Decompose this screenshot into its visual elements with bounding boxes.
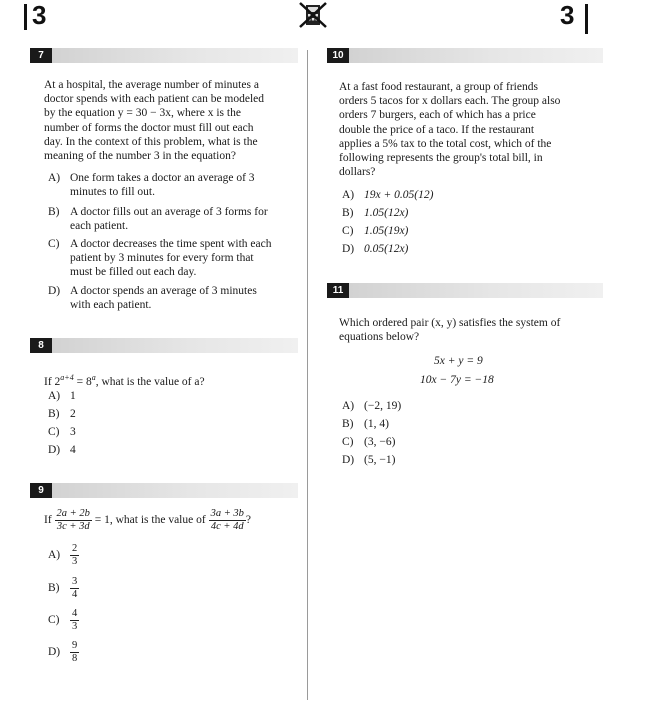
q11-choice-c[interactable]: [342, 435, 395, 449]
choice-letter: B): [48, 408, 60, 420]
q7-choice-a[interactable]: [48, 171, 255, 199]
fraction-denominator: 4c + 4d: [210, 521, 244, 532]
question-11-bar: [327, 283, 603, 298]
stem-line: following represents the group's total bill, in: [339, 152, 543, 165]
section-number-right: 3: [560, 0, 575, 30]
q11-choice-d[interactable]: [342, 453, 395, 467]
choice-fraction: [70, 640, 79, 665]
q9-choice-c[interactable]: [48, 608, 79, 633]
stem-line: applies a 5% tax to the total cost, which of the: [339, 137, 552, 150]
choice-text: A doctor spends an average of 3 minutes: [70, 285, 257, 297]
q9-choice-b[interactable]: [48, 576, 79, 601]
choice-text: 1.05(12x): [364, 207, 409, 219]
choice-letter: D): [48, 285, 61, 297]
choice-letter: D): [48, 646, 61, 659]
choice-text: A doctor fills out an average of 3 forms for: [70, 206, 268, 218]
choice-text: 1: [70, 390, 76, 402]
stem-line: meaning of the number 3 in the equation?: [44, 150, 236, 163]
question-7-bar: [30, 48, 298, 63]
q10-choice-b[interactable]: [342, 206, 408, 220]
stem-line: number of forms the doctor must fill out each: [44, 121, 254, 134]
choice-letter: D): [342, 454, 355, 466]
choice-letter: C): [342, 225, 354, 237]
choice-text: each patient.: [70, 220, 129, 233]
fraction-numerator: 2: [72, 543, 78, 554]
q9-choice-a[interactable]: [48, 543, 79, 568]
choice-letter: C): [48, 238, 60, 250]
choice-letter: A): [342, 400, 355, 412]
choice-text: One form takes a doctor an average of 3: [70, 172, 255, 184]
q10-choice-d[interactable]: [342, 242, 408, 256]
choice-text: 3: [70, 426, 76, 438]
q7-choice-c[interactable]: [48, 237, 272, 280]
q10-choice-c[interactable]: [342, 224, 408, 238]
stem-line: day. In the context of this problem, what is the: [44, 135, 258, 148]
stem-line: Which ordered pair (x, y) satisfies the system of: [339, 317, 561, 329]
stem-line: orders 7 burgers, each of which has a price: [339, 109, 536, 122]
choice-letter: B): [48, 582, 60, 595]
stem-line: At a hospital, the average number of minutes a: [44, 79, 259, 91]
choice-letter: C): [342, 436, 354, 448]
stem-exponent: a+4: [60, 373, 74, 382]
q7-choice-b[interactable]: [48, 205, 268, 233]
stem-line: doctor spends with each patient can be modeled: [44, 93, 265, 106]
choice-text: must be filled out each day.: [70, 266, 197, 279]
choice-text: (5, −1): [364, 454, 396, 466]
q8-choice-a[interactable]: [48, 389, 76, 403]
question-11-number: 11: [327, 283, 349, 298]
question-11-stem: [339, 316, 601, 344]
fraction-denominator: 3: [72, 621, 78, 632]
stem-line: equations below?: [339, 331, 420, 344]
fraction-denominator: 4: [72, 589, 78, 600]
choice-fraction: [70, 608, 79, 633]
stem-part: If: [44, 514, 52, 527]
q8-choice-b[interactable]: [48, 407, 76, 421]
choice-text: 4: [70, 444, 76, 456]
choice-letter: A): [342, 189, 355, 201]
choice-text: patient by 3 minutes for every form that: [70, 252, 254, 265]
stem-line: by the equation y = 30 − 3x, where x is the: [44, 107, 241, 120]
q8-choice-c[interactable]: [48, 425, 76, 439]
q11-choice-a[interactable]: [342, 399, 401, 413]
choice-text: A doctor decreases the time spent with each: [70, 238, 272, 250]
choice-fraction: [70, 576, 79, 601]
column-divider: [307, 50, 308, 700]
stem-part: ?: [245, 514, 252, 527]
stem-line: At a fast food restaurant, a group of friends: [339, 81, 538, 93]
question-8-bar: [30, 338, 298, 353]
question-9-stem: [44, 508, 251, 533]
q11-choice-b[interactable]: [342, 417, 389, 431]
fraction-denominator: 8: [72, 653, 78, 664]
question-8-stem: [44, 371, 205, 389]
choice-text: minutes to fill out.: [70, 186, 155, 199]
question-7-stem: [44, 78, 304, 163]
choice-text: 0.05(12x): [364, 243, 409, 255]
fraction-numerator: 2a + 2b: [56, 508, 90, 519]
choice-letter: C): [48, 426, 60, 438]
q9-choice-d[interactable]: [48, 640, 79, 665]
equation-2: 10x − 7y = −18: [420, 374, 494, 386]
question-10-bar: [327, 48, 603, 63]
choice-letter: D): [48, 444, 61, 456]
stem-line: double the price of a taco. If the restaurant: [339, 123, 535, 136]
choice-letter: D): [342, 243, 355, 255]
fraction-numerator: 4: [72, 608, 78, 619]
choice-text: (1, 4): [364, 418, 389, 430]
no-calculator-icon: [298, 2, 328, 28]
fraction-numerator: 3a + 3b: [210, 508, 244, 519]
choice-letter: C): [48, 614, 60, 627]
choice-letter: B): [342, 418, 354, 430]
question-10-stem: [339, 80, 601, 179]
choice-text: (3, −6): [364, 436, 396, 448]
q10-choice-a[interactable]: [342, 188, 433, 202]
fraction-2: [209, 508, 246, 533]
section-number-left: 3: [32, 0, 47, 30]
choice-text: 19x + 0.05(12): [364, 189, 434, 201]
q7-choice-d[interactable]: [48, 284, 257, 312]
fraction-numerator: 3: [72, 576, 78, 587]
fraction-numerator: 9: [72, 640, 78, 651]
choice-letter: B): [342, 207, 354, 219]
stem-part: = 1, what is the value of: [94, 514, 206, 527]
stem-exponent: a: [91, 373, 96, 382]
choice-letter: A): [48, 172, 61, 184]
stem-line: dollars?: [339, 166, 376, 179]
choice-text: 1.05(19x): [364, 225, 409, 237]
choice-letter: A): [48, 549, 61, 562]
question-9-bar: [30, 483, 298, 498]
choice-letter: B): [48, 206, 60, 218]
choice-fraction: [70, 543, 79, 568]
stem-part: If 2: [44, 375, 61, 388]
q8-choice-d[interactable]: [48, 443, 76, 457]
choice-text: (−2, 19): [364, 400, 402, 412]
stem-line: orders 5 tacos for x dollars each. The group also: [339, 95, 561, 108]
choice-text: 2: [70, 408, 76, 420]
equation-1: 5x + y = 9: [434, 355, 483, 367]
question-10-number: 10: [327, 48, 349, 63]
question-8-number: 8: [30, 338, 52, 353]
question-7-number: 7: [30, 48, 52, 63]
choice-letter: A): [48, 390, 61, 402]
stem-part: , what is the value of a?: [95, 375, 205, 388]
fraction-denominator: 3: [72, 556, 78, 567]
fraction-denominator: 3c + 3d: [56, 521, 90, 532]
fraction-1: [55, 508, 92, 533]
stem-part: = 8: [73, 375, 92, 388]
choice-text: with each patient.: [70, 299, 152, 312]
question-9-number: 9: [30, 483, 52, 498]
